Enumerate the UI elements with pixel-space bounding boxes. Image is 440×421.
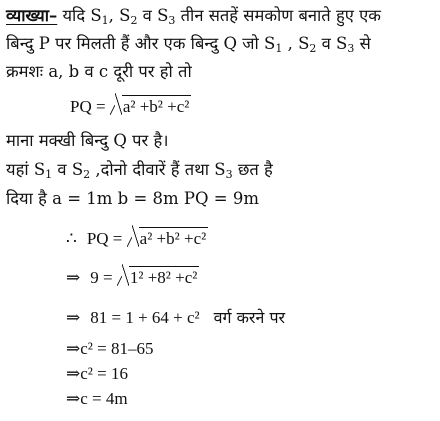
squaring-note: वर्ग करने पर: [213, 308, 286, 327]
subscript: 3: [225, 168, 233, 181]
square-root: [110, 97, 192, 117]
equation: c = 4m: [80, 389, 128, 408]
step-squaring: [66, 308, 285, 328]
subscript: 2: [83, 168, 91, 181]
radicand: 1² +8² +c²: [129, 268, 198, 287]
text: व S: [52, 160, 84, 179]
subscript: 1: [275, 42, 283, 55]
lhs: PQ =: [86, 229, 127, 248]
implies-arrow: ⇒: [66, 364, 81, 383]
text: , S: [282, 34, 310, 53]
solution-line-3: क्रमशः a, b व c दूरी पर हो तो: [6, 62, 192, 81]
subscript: 2: [130, 14, 138, 27]
subscript: 3: [168, 14, 176, 27]
implies-arrow: ⇒: [66, 339, 81, 358]
radicand: a² +b² +c²: [122, 97, 190, 116]
text: व S: [316, 34, 348, 53]
text: , S: [108, 6, 131, 25]
subscript: 2: [309, 42, 317, 55]
implies-arrow: ⇒: [66, 308, 81, 327]
step-result-square: [66, 364, 128, 384]
given-values-line: दिया है a = 1m b = 8m PQ = 9m: [6, 189, 260, 208]
subscript: 1: [45, 168, 53, 181]
solution-line-6: [6, 160, 273, 185]
equation: c² = 81–65: [80, 339, 154, 358]
solution-line-1: [6, 6, 381, 31]
text: छत है: [232, 160, 273, 179]
equation: 81 = 1 + 64 + c²: [90, 308, 200, 327]
therefore-symbol: ∴: [66, 229, 77, 248]
text: यदि S: [57, 6, 102, 25]
step-final-answer: [66, 389, 128, 409]
formula-pq: [70, 97, 191, 117]
step-pq-formula: [66, 229, 208, 249]
text: से: [354, 34, 371, 53]
solution-line-5: माना मक्खी बिन्दु Q पर है।: [6, 131, 169, 150]
text: बिन्दु P पर मिलती हैं और एक बिन्दु Q जो S: [6, 34, 276, 53]
step-substitution: [66, 268, 199, 288]
text: तीन सतहें समकोण बनाते हुए एक: [175, 6, 381, 25]
equation: c² = 16: [80, 364, 128, 383]
subscript: 3: [347, 42, 355, 55]
solution-line-2: [6, 34, 371, 59]
explanation-label: व्याख्या–: [6, 6, 58, 25]
text: ,दोनो दीवारें हैं तथा S: [90, 160, 226, 179]
subscript: 1: [101, 14, 109, 27]
text: व S: [137, 6, 169, 25]
lhs: PQ =: [70, 97, 110, 116]
lhs: 9 =: [90, 268, 117, 287]
implies-arrow: ⇒: [66, 389, 81, 408]
square-root: [117, 268, 200, 288]
text: यहां S: [6, 160, 46, 179]
implies-arrow: ⇒: [66, 268, 81, 287]
radicand: a² +b² +c²: [139, 229, 207, 248]
square-root: [127, 229, 209, 249]
step-subtract: [66, 339, 153, 359]
